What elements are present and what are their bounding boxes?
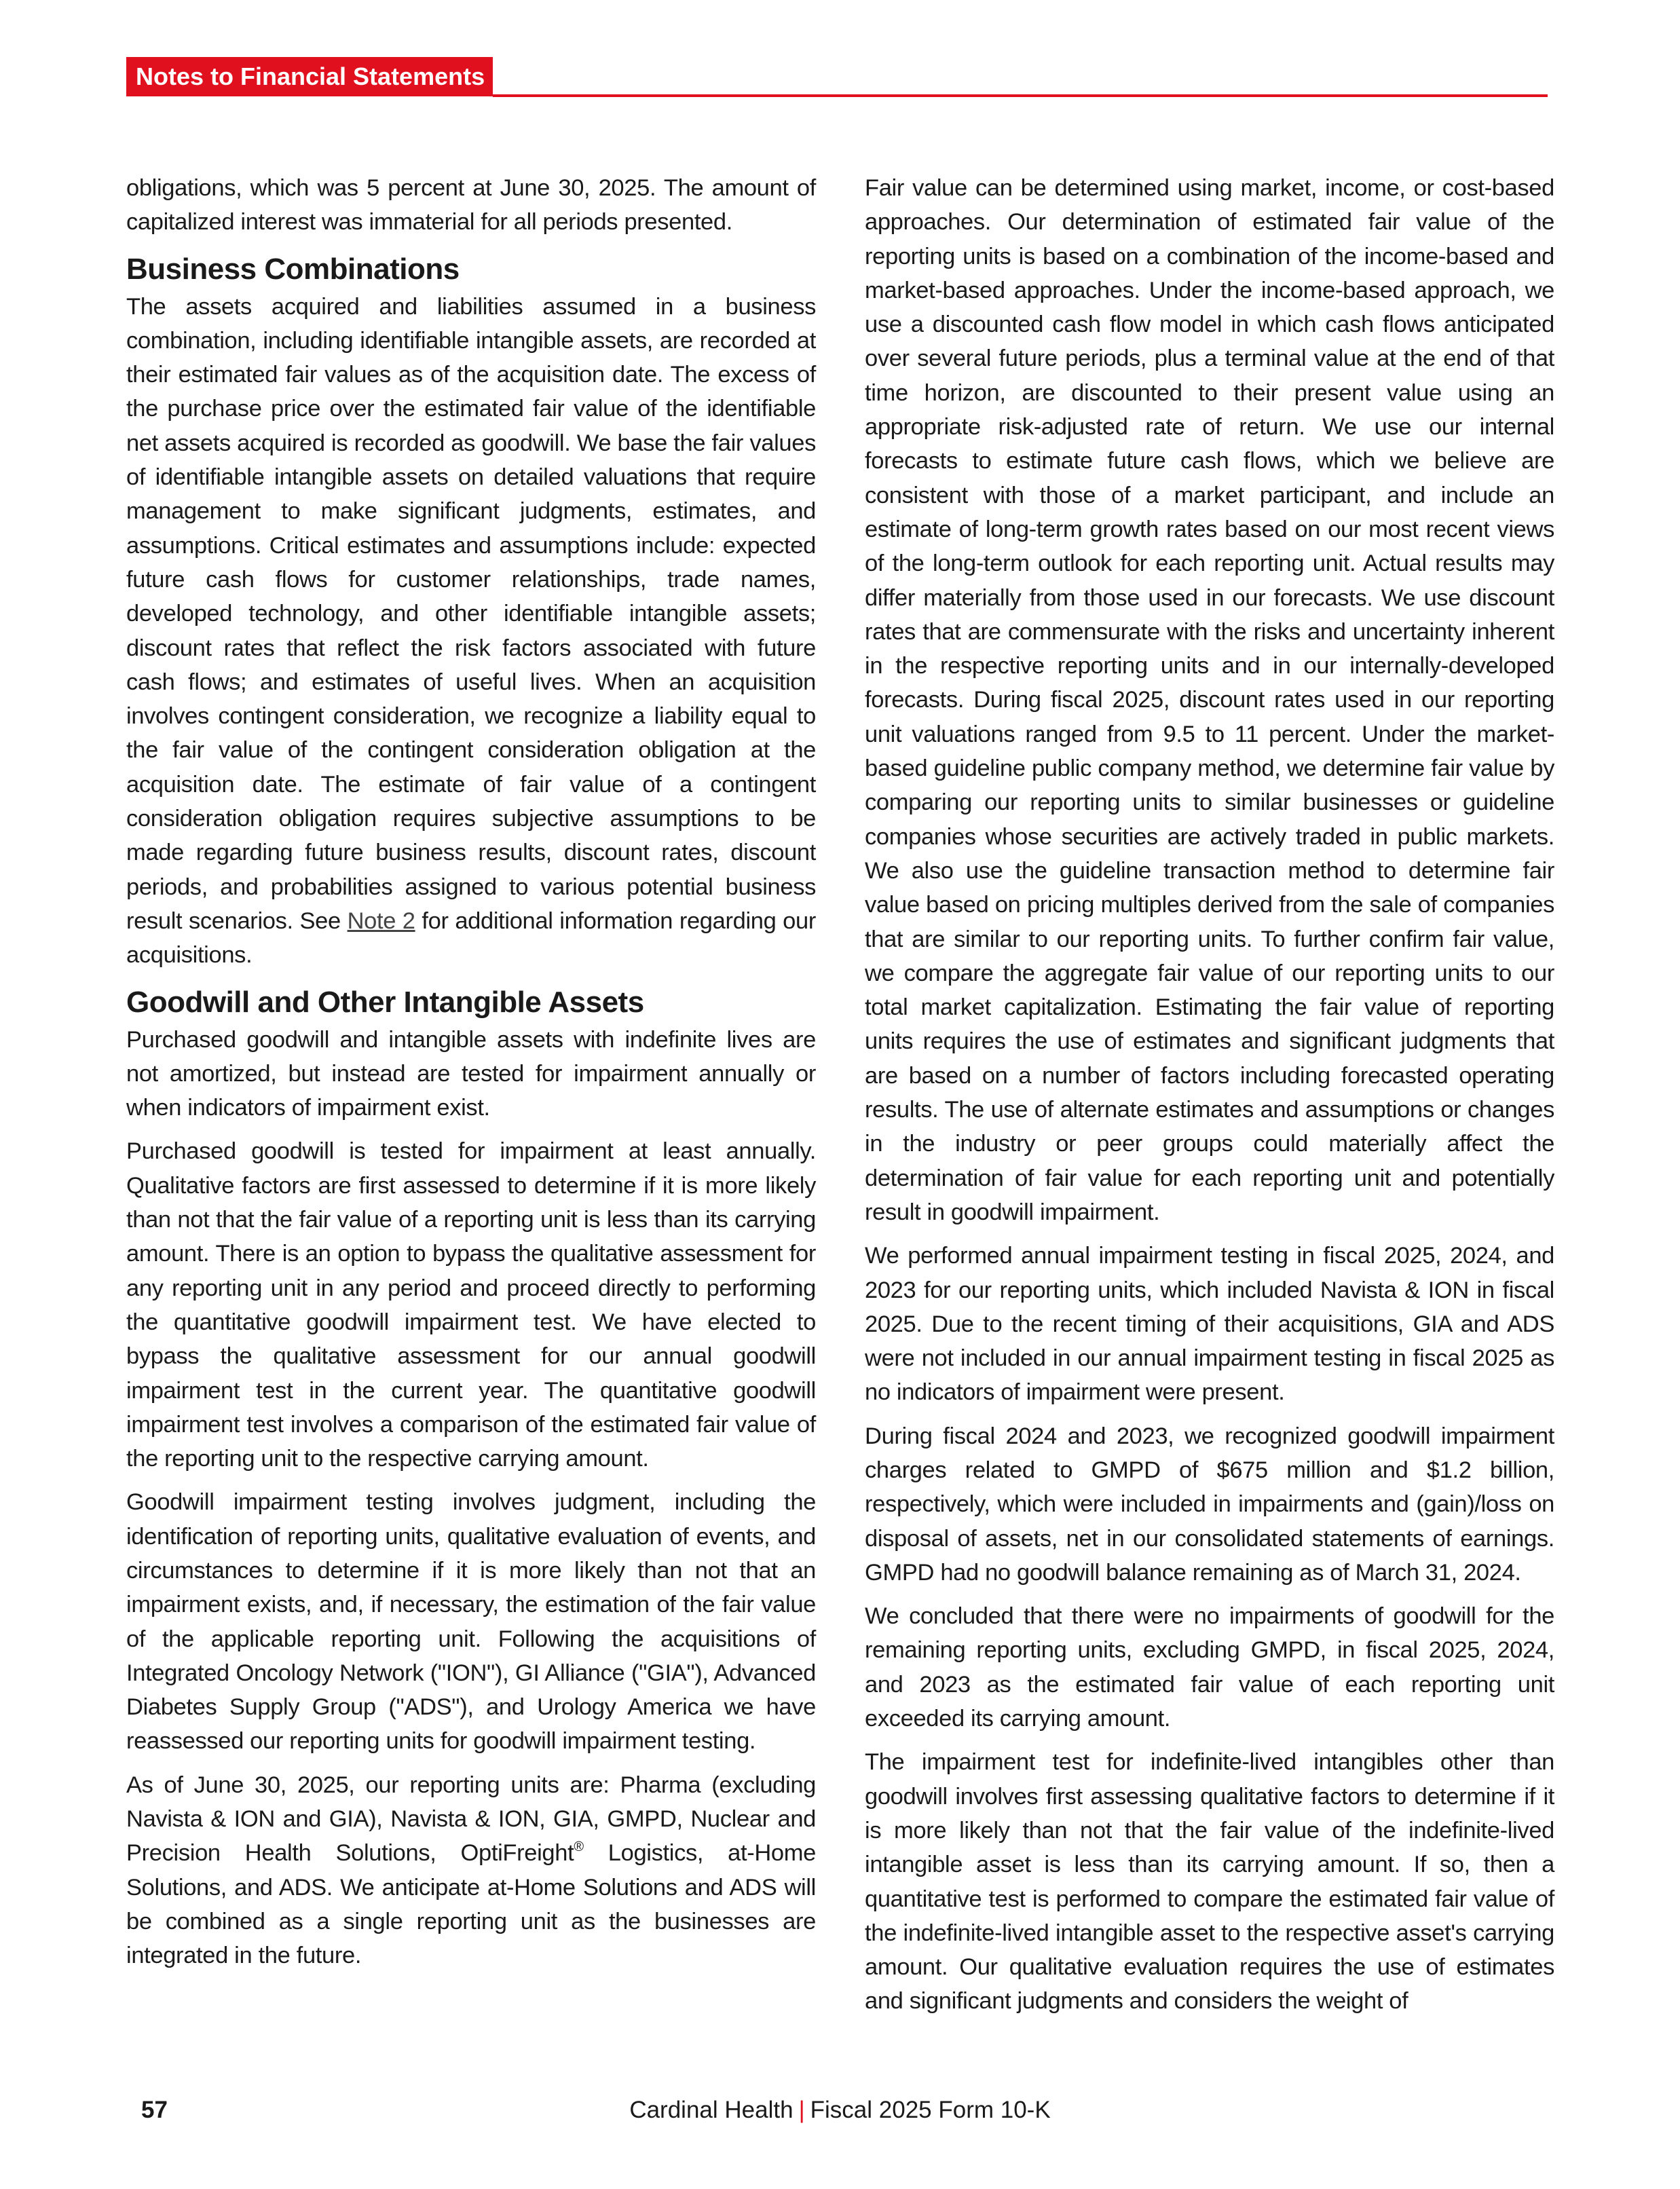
- page-footer: [0, 2093, 1680, 2127]
- reporting-units-text-b: Logistics, at-Home Solutions, and ADS. We anticipate at-Home Solutions and ADS will be combined as a single reporting unit as the businesses are integrated in the future.: [126, 1840, 816, 1969]
- paragraph-business-combinations: [126, 290, 816, 973]
- paragraph-indefinite-lived: The impairment test for indefinite-lived intangibles other than goodwill involves first assessing qualitative factors to determine if it is more likely than not that the fair value of the indefinite-lived intangible asset is less than its carrying amount. If so, then a quantitative test is performed to compare the estimated fair value of the indefinite-lived intangible asset to the respective asset's carrying amount. Our qualitative evaluation requires the use of estimates and significant judgments and considers the weight of: [865, 1749, 1554, 2015]
- registered-mark: ®: [574, 1839, 584, 1855]
- paragraph-goodwill-judgment: Goodwill impairment testing involves judgment, including the identification of reporting units, qualitative evaluation of events, and circumstances to determine if it is more likely than not that an impairment exists, and, if necessary, the estimation of the fair value of the applicable reporting unit. Following the acquisitions of Integrated Oncology Network ("ION"), GI Alliance ("GIA"), Advanced Diabetes Supply Group ("ADS"), and Urology America we have reassessed our reporting units for goodwill impairment testing.: [126, 1489, 816, 1755]
- paragraph-goodwill-testing: Purchased goodwill is tested for impairment at least annually. Qualitative factors are first assessed to determine if it is more likely than not that the fair value of a reporting unit is less than its carrying amount. There is an option to bypass the qualitative assessment for any reporting unit in any period and proceed directly to performing the quantitative goodwill impairment test. We have elected to bypass the qualitative assessment for our annual goodwill impairment test in the current year. The quantitative goodwill impairment test involves a comparison of the estimated fair value of the reporting unit to the respective carrying amount.: [126, 1138, 816, 1472]
- footer-title: [0, 2093, 1680, 2127]
- section-label: Notes to Financial Statements: [136, 62, 485, 90]
- page-number: 57: [141, 2097, 168, 2123]
- heading-business-combinations: Business Combinations: [126, 252, 460, 286]
- paragraph-capitalized-interest: obligations, which was 5 percent at June 30, 2025. The amount of capitalized interest was immaterial for all periods presented.: [126, 175, 816, 236]
- header-rule: [493, 94, 1548, 97]
- section-header-tab: [126, 57, 493, 96]
- left-column: [126, 171, 816, 1983]
- paragraph-gmpd-impairment: During fiscal 2024 and 2023, we recognized goodwill impairment charges related to GMPD of $675 million and $1.2 billion, respectively, which were included in impairments and (gain)/loss on disposal of assets, net in our consolidated statements of earnings. GMPD had no goodwill balance remaining as of March 31, 2024.: [865, 1423, 1554, 1586]
- heading-goodwill-intangibles: Goodwill and Other Intangible Assets: [126, 985, 644, 1019]
- footer-document: Fiscal 2025 Form 10-K: [810, 2097, 1051, 2123]
- footer-company: Cardinal Health: [629, 2097, 794, 2123]
- right-column: [865, 171, 1554, 2028]
- reporting-units-text-a: As of June 30, 2025, our reporting units are: Pharma (excluding Navista & ION and GIA), Navista & ION, GIA, GMPD, Nuclear and Precision Health Solutions, OptiFreight: [126, 1772, 816, 1867]
- paragraph-fair-value: Fair value can be determined using market, income, or cost-based approaches. Our determination of estimated fair value of the reporting units is based on a combination of the income-based and market-based approaches. Under the income-based approach, we use a discounted cash flow model in which cash flows anticipated over several future periods, plus a terminal value at the end of that time horizon, are discounted to their present value using an appropriate risk-adjusted rate of return. We use our internal forecasts to estimate future cash flows, which we believe are consistent with those of a market participant, and include an estimate of long-term growth rates based on our most recent views of the long-term outlook for each reporting unit. Actual results may differ materially from those used in our forecasts. We use discount rates that are commensurate with the risks and uncertainty inherent in the respective reporting units and in our internally-developed forecasts. During fiscal 2025, discount rates used in our reporting unit valuations ranged from 9.5 to 11 percent. Under the market-based guideline public company method, we determine fair value by comparing our reporting units to similar businesses or guideline companies whose securities are actively traded in public markets. We also use the guideline transaction method to determine fair value based on pricing multiples derived from the sale of companies that are similar to our reporting units. To further confirm fair value, we compare the aggregate fair value of our reporting units to our total market capitalization. Estimating the fair value of reporting units requires the use of estimates and significant judgments that are based on a number of factors including forecasted operating results. The use of alternate estimates and assumptions or changes in the industry or peer groups could materially affect the determination of fair value for each reporting unit and potentially result in goodwill impairment.: [865, 175, 1554, 1225]
- note-2-link[interactable]: Note 2: [347, 908, 415, 934]
- business-text-a: The assets acquired and liabilities assumed in a business combination, including identifiable intangible assets, are recorded at their estimated fair values as of the acquisition date. The excess of the purchase price over the estimated fair value of the identifiable net assets acquired is recorded as goodwill. We base the fair values of identifiable intangible assets on detailed valuations that require management to make significant judgments, estimates, and assumptions. Critical estimates and assumptions include: expected future cash flows for customer relationships, trade names, developed technology, and other identifiable intangible assets; discount rates that reflect the risk factors associated with future cash flows; and estimates of useful lives. When an acquisition involves contingent consideration, we recognize a liability equal to the fair value of the contingent consideration obligation at the acquisition date. The estimate of fair value of a contingent consideration obligation requires subjective assumptions to be made regarding future business results, discount rates, discount periods, and probabilities assigned to various potential business result scenarios. See: [126, 293, 816, 934]
- paragraph-no-impairment: We concluded that there were no impairments of goodwill for the remaining reporting units, excluding GMPD, in fiscal 2025, 2024, and 2023 as the estimated fair value of each reporting unit exceeded its carrying amount.: [865, 1603, 1554, 1732]
- paragraph-goodwill-indefinite: Purchased goodwill and intangible assets with indefinite lives are not amortized, but instead are tested for impairment annually or when indicators of impairment exist.: [126, 1026, 816, 1121]
- paragraph-annual-testing: We performed annual impairment testing in fiscal 2025, 2024, and 2023 for our reporting units, which included Navista & ION in fiscal 2025. Due to the recent timing of their acquisitions, GIA and ADS were not included in our annual impairment testing in fiscal 2025 as no indicators of impairment were present.: [865, 1243, 1554, 1406]
- paragraph-reporting-units: [126, 1768, 816, 1973]
- business-text-b: for additional information regarding our acquisitions.: [126, 908, 816, 969]
- footer-separator: |: [798, 2097, 805, 2123]
